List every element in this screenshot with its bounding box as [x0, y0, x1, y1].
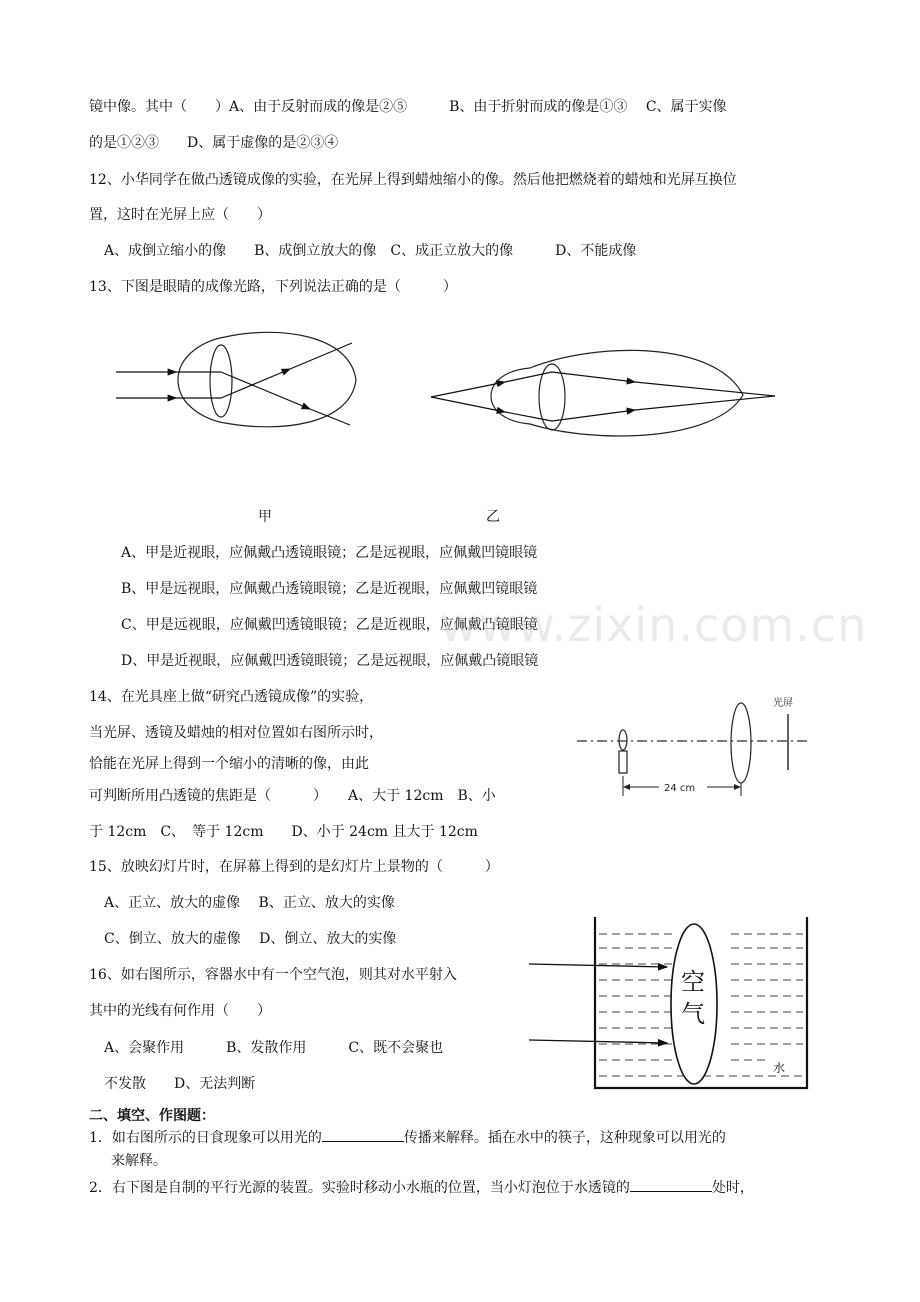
water-label: 水	[773, 1061, 786, 1075]
question-16-cont: 其中的光线有何作用（ ）	[89, 1003, 271, 1019]
answer-blank[interactable]	[322, 1127, 404, 1142]
question-12-options: A、成倒立缩小的像 B、成倒立放大的像 C、成正立放大的像 D、不能成像	[104, 243, 637, 259]
option-13b: B、甲是远视眼，应佩戴凸透镜眼镜；乙是近视眼，应佩戴凹镜眼镜	[121, 581, 538, 597]
eye-diagram-yi	[425, 340, 785, 445]
question-14-cont: 当光屏、透镜及蜡烛的相对位置如右图所示时，	[89, 725, 383, 741]
fill-question-1	[89, 1127, 726, 1148]
question-12: 12、小华同学在做凸透镜成像的实验，在光屏上得到蜡烛缩小的像。然后他把燃烧着的蜡烛和光屏互换位	[89, 172, 737, 188]
option-13c: C、甲是远视眼，应佩戴凹透镜眼镜；乙是近视眼，应佩戴凸镜眼镜	[121, 617, 538, 633]
air-bubble-diagram	[525, 912, 815, 1094]
question-16-options: A、会聚作用 B、发散作用 C、既不会聚也	[104, 1040, 444, 1056]
text-fragment: 1．如右图所示的日食现象可以用光的	[89, 1130, 322, 1146]
candle-icon	[619, 730, 627, 773]
text-fragment: 处时，	[711, 1180, 754, 1196]
eye-diagram-jia	[110, 325, 370, 435]
text-line: 的是①②③ D、属于虚像的是②③④	[89, 135, 339, 151]
figure-caption-jia: 甲	[258, 509, 272, 525]
fill-question-1-cont: 来解释。	[111, 1153, 167, 1169]
question-14: 14、在光具座上做“研究凸透镜成像”的实验，	[89, 689, 374, 705]
distance-label: 24 cm	[664, 783, 696, 794]
option-13d: D、甲是近视眼，应佩戴凹透镜眼镜；乙是远视眼，应佩戴凸镜眼镜	[121, 653, 539, 669]
option-13a: A、甲是近视眼，应佩戴凸透镜眼镜；乙是远视眼，应佩戴凹镜眼镜	[121, 545, 538, 561]
question-14-cont: 可判断所用凸透镜的焦距是（ ） A、大于 12cm B、小	[89, 788, 496, 804]
text-fragment: 传播来解释。插在水中的筷子，这种现象可以用光的	[403, 1130, 726, 1146]
question-15: 15、放映幻灯片时，在屏幕上得到的是幻灯片上景物的（ ）	[89, 859, 499, 875]
question-13: 13、下图是眼睛的成像光路，下列说法正确的是（ ）	[89, 279, 457, 295]
question-16-options: 不发散 D、无法判断	[104, 1076, 256, 1092]
figure-caption-yi: 乙	[486, 509, 500, 525]
question-14-cont: 于 12cm C、 等于 12cm D、小于 24cm 且大于 12cm	[89, 824, 478, 840]
question-14-cont: 恰能在光屏上得到一个缩小的清晰的像，由此	[89, 756, 369, 772]
optical-bench-diagram	[575, 688, 815, 803]
bubble-label-kong: 空	[681, 968, 705, 996]
answer-blank[interactable]	[630, 1177, 712, 1192]
question-15-options: C、倒立、放大的虚像 D、倒立、放大的实像	[104, 931, 397, 947]
question-16: 16、如右图所示，容器水中有一个空气泡，则其对水平射入	[89, 967, 457, 983]
watermark: www.zixin.com.cn	[440, 598, 868, 652]
question-15-options: A、正立、放大的虚像 B、正立、放大的实像	[104, 895, 395, 911]
section-heading: 二、填空、作图题：	[89, 1108, 215, 1124]
bubble-label-qi: 气	[681, 1000, 705, 1028]
fill-question-2	[89, 1177, 754, 1198]
screen-label: 光屏	[773, 698, 793, 709]
text-line: 镜中像。其中（ ）A、由于反射而成的像是②⑤ B、由于折射而成的像是①③ C、属于实像	[89, 99, 727, 115]
question-12-cont: 置，这时在光屏上应（ ）	[89, 207, 271, 223]
text-fragment: 2．右下图是自制的平行光源的装置。实验时移动小水瓶的位置，当小灯泡位于水透镜的	[89, 1180, 630, 1196]
